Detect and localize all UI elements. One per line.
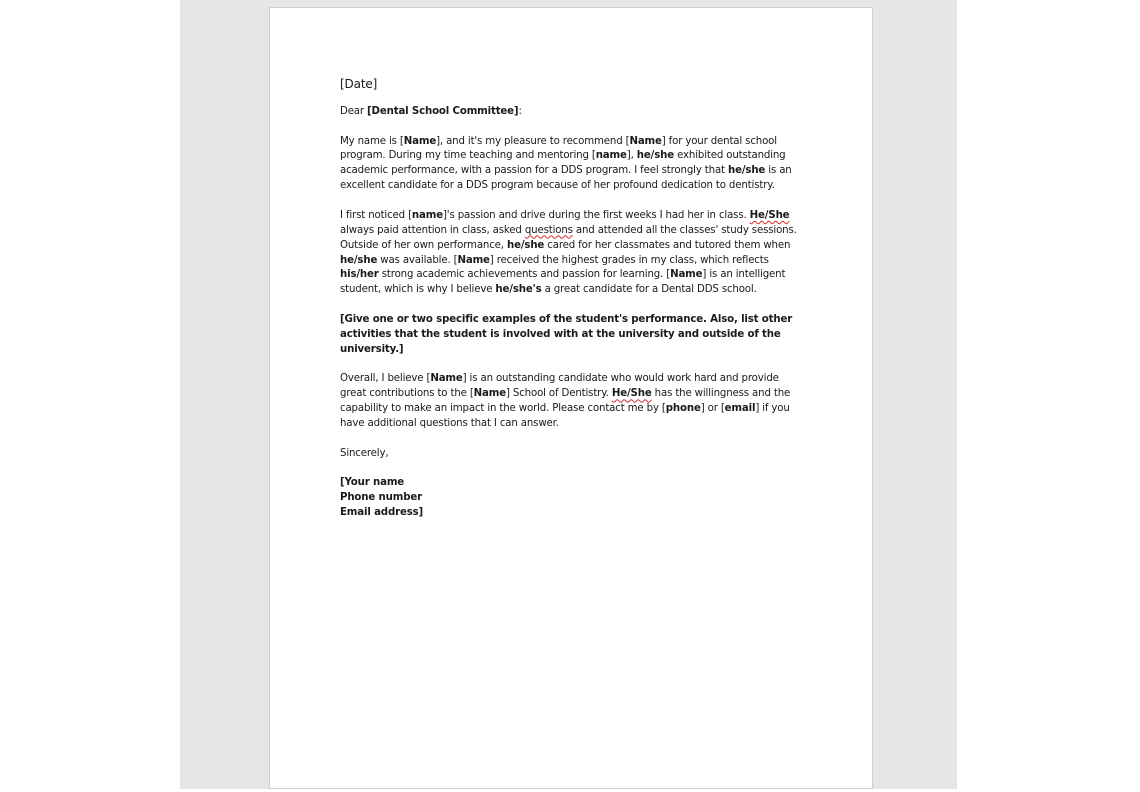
paragraph-instructions: [Give one or two specific examples of the student's performance. Also, list other activities that the student is involved with at the university and outside of the university.] xyxy=(340,313,793,355)
signature-phone: Phone number xyxy=(340,492,422,504)
spelling-flag[interactable]: questions xyxy=(524,224,573,236)
paragraph-introduction: My name is [Name], and it's my pleasure to recommend [Name] for your dental school program. During my time teaching and mentoring [name], he/she exhibited outstanding academic performance, with a passion for a DDS program. I feel strongly that he/she is an excellent candidate for a DDS program because of her profound dedication to dentistry. xyxy=(340,135,792,192)
salutation: Dear [Dental School Committee]: xyxy=(340,105,522,117)
document-page[interactable] xyxy=(269,7,873,789)
date-line: [Date] xyxy=(340,77,378,91)
spelling-flag[interactable]: He/She xyxy=(749,209,790,221)
signature-email: Email address] xyxy=(340,507,424,519)
paragraph-observations: I first noticed [name]'s passion and drive during the first weeks I had her in class. He/She always paid attention in class, asked questions and attended all the classes' study sessions. Outside of her own performance, he/she cared for her classmates and tutored them when he/she was available. [Name] received the highest grades in my class, which reflects his/her strong academic achievements and passion for learning. [Name] is an intelligent student, which is why I believe he/she's a great candidate for a Dental DDS school. xyxy=(340,209,797,296)
signature-name: [Your name xyxy=(340,477,405,489)
paragraph-conclusion: Overall, I believe [Name] is an outstanding candidate who would work hard and provide great contributions to the [Name] School of Dentistry. He/She has the willingness and the capability to make an impact in the world. Please contact me by [phone] or [email] if you have additional questions that I can answer. xyxy=(340,373,791,430)
spelling-flag[interactable]: He/She xyxy=(611,388,652,400)
signature-block xyxy=(340,476,806,521)
salutation-recipient: [Dental School Committee] xyxy=(367,105,519,117)
closing: Sincerely, xyxy=(340,447,389,459)
letter-body[interactable] xyxy=(340,77,806,536)
